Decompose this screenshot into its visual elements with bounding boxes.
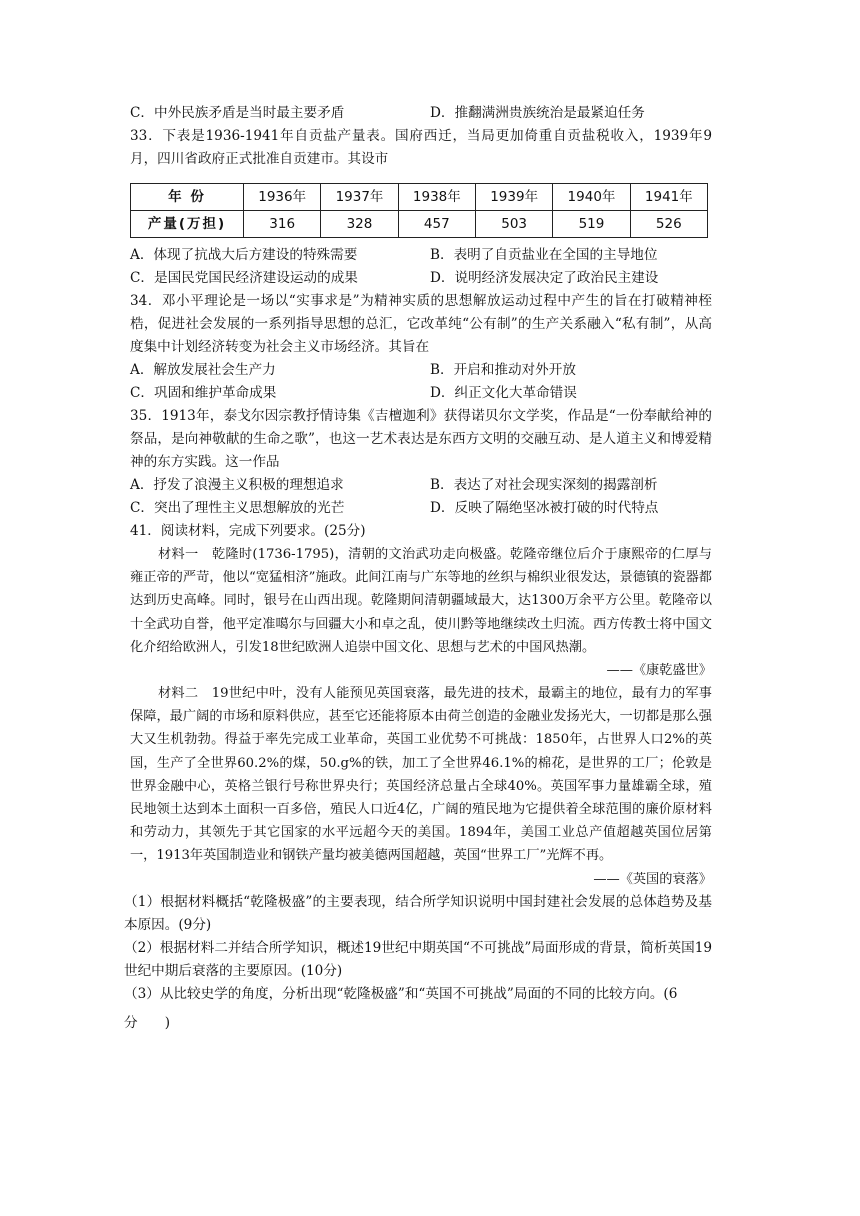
q41-source-1: ——《康乾盛世》 xyxy=(606,663,712,679)
q41-subquestion-3: （3）从比较史学的角度，分析出现“乾隆极盛”和“英国不可挑战”局面的不同的比较方向。(6 xyxy=(124,985,678,1002)
q41-material-2: 材料二 19世纪中叶，没有人能预见英国衰落，最先进的技术，最霸主的地位，最有力的军事保障，最广阔的市场和原料供应，甚至它还能将原本由荷兰创造的金融业发扬光大，一切都是那么强大又生机勃勃。得益于率先完成工业革命，英国工业优势不可挑战：1850年，占世界人口2%的英国，生产了全世界60.2%的煤，50.g%的铁，加工了全世界46.1%的棉花，是世界的工厂；伦敦是世界金融中心，英格兰银行号称世界央行；英国经济总量占全球40%。英国军事力量雄霸全球，殖民地领土达到本土面积一百多倍，殖民人口近4亿，广阔的殖民地为它提供着全球范围的廉价原材料和劳动力，其领先于其它国家的水平远超今天的美国。1894年，美国工业总产值超越英国位居第一，1913年英国制造业和钢铁产量均被美德两国超越，英国“世界工厂”光辉不再。 xyxy=(130,686,712,864)
q34-option-a: A．解放发展社会生产力 xyxy=(130,362,276,378)
value-cell: 519 xyxy=(553,211,630,238)
year-cell: 1941年 xyxy=(630,184,707,211)
q41-source-2: ——《英国的衰落》 xyxy=(593,871,712,887)
year-cell: 1937年 xyxy=(321,184,398,211)
table-row-label: 产量(万担) xyxy=(131,211,244,238)
q41-material-1: 材料一 乾隆时(1736-1795)，清朝的文治武功走向极盛。乾隆帝继位后介于康熙帝的仁厚与雍正帝的严苛，他以“宽猛相济”施政。此间江南与广东等地的丝织与棉织业很发达，景德镇的瓷器都达到历史高峰。同时，银号在山西出现。乾隆期间清朝疆域最大，达1300万余平方公里。乾隆帝以十全武功自誉，他平定准噶尔与回疆大小和卓之乱，使川黔等地继续改土归流。西方传教士将中国文化介绍给欧洲人，引发18世纪欧洲人追崇中国文化、思想与艺术的中国风热潮。 xyxy=(130,547,712,655)
q33-option-b: B．表明了自贡盐业在全国的主导地位 xyxy=(430,247,658,263)
value-cell: 457 xyxy=(398,211,475,238)
q35-option-c: C．突出了理性主义思想解放的光芒 xyxy=(130,500,345,516)
table-header-label: 年 份 xyxy=(131,184,244,211)
year-cell: 1940年 xyxy=(553,184,630,211)
q32-option-c: C．中外民族矛盾是当时最主要矛盾 xyxy=(130,105,345,121)
year-cell: 1938年 xyxy=(398,184,475,211)
q41-subquestion-2: （2）根据材料二并结合所学知识，概述19世纪中期英国“不可挑战”局面形成的背景，简析英国19世纪中期后衰落的主要原因。(10分) xyxy=(124,939,712,979)
salt-output-table-wrap xyxy=(130,183,712,238)
year-cell: 1936年 xyxy=(244,184,321,211)
q33-stem: 33．下表是1936-1941年自贡盐产量表。国府西迁，当局更加倚重自贡盐税收入，1939年9月，四川省政府正式批准自贡建市。其设市 xyxy=(130,128,712,167)
q34-stem: 34．邓小平理论是一场以“实事求是”为精神实质的思想解放运动过程中产生的旨在打破精神桎梏，促进社会发展的一系列指导思想的总汇，它改革纯“公有制”的生产关系融入“私有制”，从高度集中计划经济转变为社会主义市场经济。其旨在 xyxy=(130,293,712,355)
q34-options-row-cd xyxy=(130,382,712,405)
q35-stem: 35．1913年，泰戈尔因宗教抒情诗集《吉檀迦利》获得诺贝尔文学奖，作品是“一份奉献给神的祭品，是向神敬献的生命之歌”，也这一艺术表达是东西方文明的交融互动、是人道主义和博爱精神的东方实践。这一作品 xyxy=(130,408,712,470)
q41-stem: 41．阅读材料，完成下列要求。(25分) xyxy=(130,523,366,539)
q33-option-c: C．是国民党国民经济建设运动的成果 xyxy=(130,270,358,286)
value-cell: 503 xyxy=(475,211,552,238)
q35-option-b: B．表达了对社会现实深刻的揭露剖析 xyxy=(430,477,658,493)
q34-option-b: B．开启和推动对外开放 xyxy=(430,362,576,378)
exam-page xyxy=(124,102,712,1035)
q41-subquestion-3-tail: 分 ) xyxy=(124,1014,171,1031)
q35-option-a: A．抒发了浪漫主义积极的理想追求 xyxy=(130,477,344,493)
q33-option-d: D．说明经济发展决定了政治民主建设 xyxy=(430,270,659,286)
q32-options-row-cd xyxy=(130,102,712,125)
salt-output-table xyxy=(130,183,708,238)
table-row-output xyxy=(131,211,708,238)
q33-options-row-cd xyxy=(130,267,712,290)
value-cell: 526 xyxy=(630,211,707,238)
q34-options-row-ab xyxy=(130,359,712,382)
q33-options-row-ab xyxy=(130,244,712,267)
q32-option-d: D．推翻满洲贵族统治是最紧迫任务 xyxy=(430,105,645,121)
value-cell: 316 xyxy=(244,211,321,238)
q34-option-c: C．巩固和维护革命成果 xyxy=(130,385,277,401)
year-cell: 1939年 xyxy=(475,184,552,211)
q41-subquestion-1: （1）根据材料概括“乾隆极盛”的主要表现，结合所学知识说明中国封建社会发展的总体趋势及基本原因。(9分) xyxy=(124,893,712,933)
q35-option-d: D．反映了隔绝坚冰被打破的时代特点 xyxy=(430,500,659,516)
q33-option-a: A．体现了抗战大后方建设的特殊需要 xyxy=(130,247,358,263)
q35-options-row-cd xyxy=(130,497,712,520)
q34-option-d: D．纠正文化大革命错误 xyxy=(430,385,577,401)
q35-options-row-ab xyxy=(130,474,712,497)
table-row-years xyxy=(131,184,708,211)
value-cell: 328 xyxy=(321,211,398,238)
